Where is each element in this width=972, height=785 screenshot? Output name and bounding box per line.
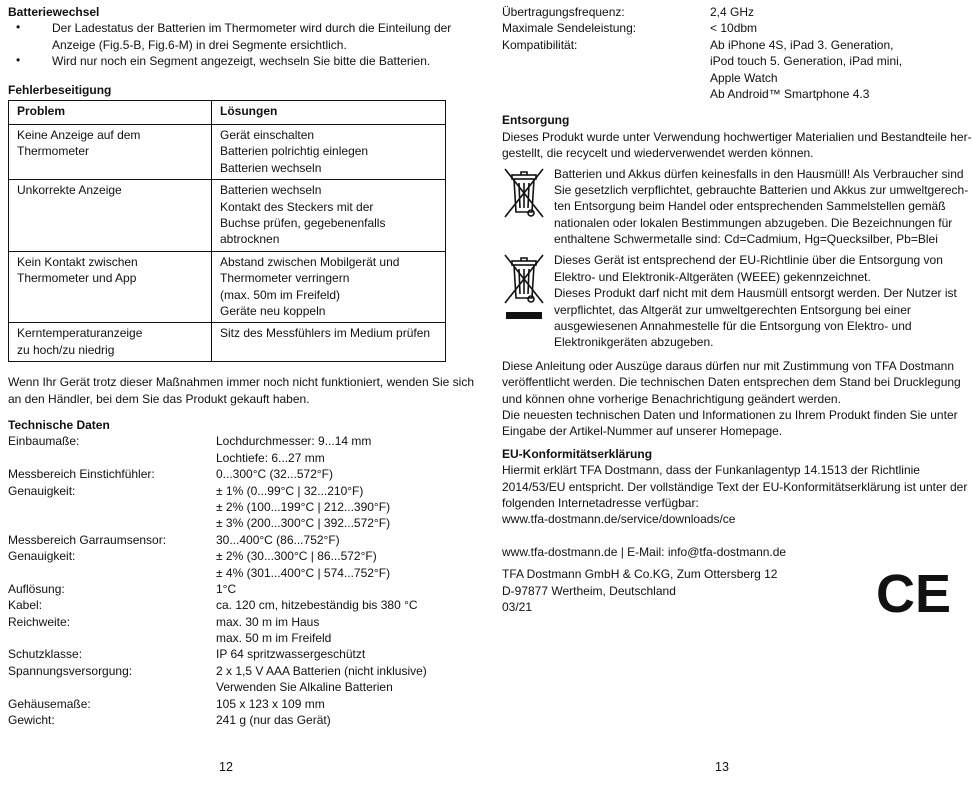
spec-label: Auflösung:	[8, 581, 65, 596]
spec-row	[502, 4, 942, 20]
col-problem: Problem	[9, 100, 212, 124]
spec-row	[502, 37, 942, 53]
solution-text: Kontakt des Steckers mit der	[220, 199, 374, 214]
spec-row	[8, 483, 444, 499]
spec-label	[8, 515, 216, 531]
spec-row	[8, 712, 444, 728]
spec-row	[502, 70, 942, 86]
spec-value: iPod touch 5. Generation, iPad mini,	[710, 54, 903, 69]
disposal-intro: Dieses Produkt wurde unter Verwendung hochwertiger Materialien und Bestandteile her-	[502, 129, 972, 144]
spec-label: Einbaumaße:	[8, 434, 80, 449]
conformity-text: folgenden Internetadresse verfügbar:	[502, 495, 699, 510]
company-city: D-97877 Wertheim, Deutschland	[502, 583, 676, 598]
spec-row	[8, 515, 444, 531]
legal-text: Die neuesten technischen Daten und Informationen zu Ihrem Produkt finden Sie unter	[502, 407, 958, 422]
spec-value: ± 1% (0...99°C | 32...210°F)	[216, 483, 364, 498]
spec-row	[8, 548, 444, 564]
spec-row	[502, 53, 942, 69]
weee-text: Dieses Gerät ist entsprechend der EU-Richtlinie über die Entsorgung von	[554, 253, 943, 268]
bullet-text: Wird nur noch ein Segment angezeigt, wechseln Sie bitte die Batterien.	[52, 54, 431, 69]
col-solution: Lösungen	[212, 100, 446, 124]
spec-row	[8, 696, 444, 712]
battery-disposal-text: Batterien und Akkus dürfen keinesfalls in den Hausmüll! Als Verbraucher sind	[554, 166, 964, 181]
table-header-row	[9, 100, 446, 124]
spec-label: Genauigkeit:	[8, 549, 76, 564]
spec-label: Gewicht:	[8, 713, 55, 728]
spec-value: Ab iPhone 4S, iPad 3. Generation,	[710, 37, 894, 52]
spec-label	[8, 565, 216, 581]
tech-data-list-continued	[502, 4, 942, 102]
solution-text: Batterien wechseln	[220, 183, 322, 198]
legal-text: und können ohne vorherige Benachrichtigung geändert werden.	[502, 391, 841, 406]
spec-label: Messbereich Einstichfühler:	[8, 467, 155, 482]
spec-row	[502, 86, 942, 102]
spec-row	[8, 630, 444, 646]
spec-value: 2,4 GHz	[710, 5, 755, 19]
battery-heading: Batteriewechsel	[8, 5, 100, 19]
spec-label: Schutzklasse:	[8, 647, 83, 662]
spec-row	[8, 532, 444, 548]
spec-value: ± 4% (301...400°C | 574...752°F)	[216, 565, 391, 580]
trouble-heading: Fehlerbeseitigung	[8, 82, 112, 97]
spec-value: ± 3% (200...300°C | 392...572°F)	[216, 516, 391, 531]
page-number-left: 12	[219, 760, 233, 774]
weee-text: Elektro- und Elektronik-Altgeräten (WEEE) gekennzeichnet.	[554, 269, 871, 284]
bullet-dot: •	[16, 20, 21, 35]
spec-row	[8, 679, 444, 695]
spec-label: Reichweite:	[8, 614, 71, 629]
solution-text: Geräte neu koppeln	[220, 304, 326, 319]
right-page	[502, 0, 972, 615]
solution-text: Batterien wechseln	[220, 160, 322, 175]
solution-text: Buchse prüfen, gegebenenfalls abtrocknen	[220, 215, 386, 247]
spec-value: IP 64 spritzwassergeschützt	[216, 647, 366, 662]
conformity-link[interactable]: www.tfa-dostmann.de/service/downloads/ce	[502, 512, 736, 527]
ce-mark-icon	[876, 564, 952, 624]
table-row	[9, 323, 446, 362]
spec-row	[8, 433, 444, 449]
battery-bullet-2	[8, 53, 444, 69]
disposal-heading: Entsorgung	[502, 113, 570, 128]
spec-value: ± 2% (30...300°C | 86...572°F)	[216, 549, 377, 564]
spec-label	[8, 630, 216, 646]
legal-text: veröffentlicht werden. Die technischen Daten entsprechen dem Stand bei Drucklegung	[502, 375, 961, 390]
table-row	[9, 180, 446, 252]
spec-value: Ab Android™ Smartphone 4.3	[710, 86, 870, 101]
weee-text: verpflichtet, das Altgerät zur umweltgerechten Entsorgung bei einer	[554, 302, 911, 317]
spec-label	[8, 450, 216, 466]
spec-value: ± 2% (100...199°C | 212...390°F)	[216, 499, 391, 514]
spec-value: Verwenden Sie Alkaline Batterien	[216, 680, 393, 695]
spec-label: Maximale Sendeleistung:	[502, 21, 637, 36]
table-row	[9, 124, 446, 179]
spec-label: Kabel:	[8, 598, 43, 613]
spec-value: 30...400°C (86...752°F)	[216, 532, 340, 547]
troubleshooting-table	[8, 100, 446, 362]
trouble-note: an den Händler, bei dem Sie das Produkt gekauft haben.	[8, 391, 310, 406]
weee-text: Elektronikgeräten abzugeben.	[554, 335, 714, 350]
bullet-dot: •	[16, 53, 21, 68]
spec-label: Genauigkeit:	[8, 483, 76, 498]
spec-value: max. 50 m im Freifeld	[216, 631, 332, 646]
spec-value: Lochtiefe: 6...27 mm	[216, 450, 325, 465]
battery-disposal-text: ten Entsorgung beim Handel oder entsprechenden Sammelstellen gemäß	[554, 199, 946, 214]
problem-text: Kein Kontakt zwischen	[17, 254, 138, 269]
spec-value: 241 g (nur das Gerät)	[216, 713, 331, 728]
spec-row	[8, 597, 444, 613]
spec-label	[8, 679, 216, 695]
weee-bin-icon	[502, 252, 554, 350]
company-address: TFA Dostmann GmbH & Co.KG, Zum Ottersberg 12	[502, 567, 778, 582]
spec-row	[8, 450, 444, 466]
spec-value: ca. 120 cm, hitzebeständig bis 380 °C	[216, 598, 418, 613]
spec-row	[8, 499, 444, 515]
left-page	[8, 0, 474, 728]
spec-value: 2 x 1,5 V AAA Batterien (nicht inklusive)	[216, 663, 427, 678]
legal-text: Eingabe der Artikel-Nummer auf unserer Homepage.	[502, 424, 783, 439]
spec-row	[8, 565, 444, 581]
problem-text: Unkorrekte Anzeige	[17, 183, 122, 198]
spec-value: < 10dbm	[710, 21, 758, 36]
spec-value: 0...300°C (32...572°F)	[216, 467, 333, 482]
solution-text: Sitz des Messfühlers im Medium prüfen	[220, 326, 431, 341]
spec-row	[8, 581, 444, 597]
spec-label: Spannungsversorgung:	[8, 663, 133, 678]
tech-heading: Technische Daten	[8, 418, 110, 433]
battery-disposal-text: enthaltene Schwermetalle sind: Cd=Cadmium, Hg=Quecksilber, Pb=Blei	[554, 232, 938, 247]
spec-value: 105 x 123 x 109 mm	[216, 696, 325, 711]
weee-text: ausgewiesenen Annahmestelle für die Entsorgung von Elektro- und	[554, 319, 912, 334]
weee-block	[502, 252, 957, 350]
problem-text: Thermometer und App	[17, 271, 137, 286]
spec-row	[8, 466, 444, 482]
table-row	[9, 251, 446, 323]
solution-text: Batterien polrichtig einlegen	[220, 144, 369, 159]
contact-web-email[interactable]: www.tfa-dostmann.de | E-Mail: info@tfa-dostmann.de	[502, 544, 787, 559]
battery-disposal-text: Sie gesetzlich verpflichtet, gebrauchte Batterien und Akkus zur umweltgerech-	[554, 182, 969, 197]
spec-label: Messbereich Garraumsensor:	[8, 532, 167, 547]
weee-text: Dieses Produkt darf nicht mit dem Hausmüll entsorgt werden. Der Nutzer ist	[554, 286, 957, 301]
spec-label: Kompatibilität:	[502, 37, 578, 52]
spec-row	[502, 20, 942, 36]
spec-row	[8, 663, 444, 679]
trouble-note: Wenn Ihr Gerät trotz dieser Maßnahmen immer noch nicht funktioniert, wenden Sie sich	[8, 375, 474, 390]
problem-text: zu hoch/zu niedrig	[17, 342, 115, 357]
legal-text: Diese Anleitung oder Auszüge daraus dürfen nur mit Zustimmung von TFA Dostmann	[502, 358, 955, 373]
bullet-text: Anzeige (Fig.5-B, Fig.6-M) in drei Segmente ersichtlich.	[52, 37, 347, 52]
spec-label: Gehäusemaße:	[8, 696, 91, 711]
ce-mark-text: CE	[876, 564, 952, 624]
spec-value: 1°C	[216, 581, 237, 596]
tech-data-list	[8, 433, 444, 728]
print-date: 03/21	[502, 599, 533, 614]
spec-label	[502, 70, 710, 86]
problem-text: Keine Anzeige auf dem Thermometer	[17, 127, 141, 159]
spec-label	[8, 499, 216, 515]
spec-row	[8, 646, 444, 662]
battery-bullet-1	[8, 20, 452, 53]
spec-label	[502, 53, 710, 69]
solution-text: Abstand zwischen Mobilgerät und	[220, 254, 400, 269]
spec-label: Übertragungsfrequenz:	[502, 5, 625, 19]
page-number-right: 13	[715, 760, 729, 774]
solution-text: Gerät einschalten	[220, 127, 315, 142]
spec-label	[502, 86, 710, 102]
solution-text: (max. 50m im Freifeld)	[220, 287, 341, 302]
conformity-text: Hiermit erklärt TFA Dostmann, dass der Funkanlagentyp 14.1513 der Richtlinie	[502, 463, 920, 478]
spec-value: Apple Watch	[710, 70, 778, 85]
spec-value: max. 30 m im Haus	[216, 614, 320, 629]
spec-row	[8, 614, 444, 630]
conformity-text: 2014/53/EU entspricht. Der vollständige Text der EU-Konformitätserklärung ist unter der	[502, 479, 968, 494]
solution-text: Thermometer verringern	[220, 271, 350, 286]
disposal-intro: gestellt, die recycelt und wiederverwendet werden können.	[502, 146, 814, 161]
crossed-bin-icon	[502, 166, 554, 248]
problem-text: Kerntemperaturanzeige	[17, 326, 143, 341]
battery-disposal-block	[502, 166, 969, 248]
spec-value: Lochdurchmesser: 9...14 mm	[216, 434, 372, 449]
bullet-text: Der Ladestatus der Batterien im Thermometer wird durch die Einteilung der	[52, 21, 452, 36]
conformity-heading: EU-Konformitätserklärung	[502, 446, 653, 461]
battery-disposal-text: nationalen oder lokalen Bestimmungen abzugeben. Die Bezeichnungen für	[554, 215, 953, 230]
